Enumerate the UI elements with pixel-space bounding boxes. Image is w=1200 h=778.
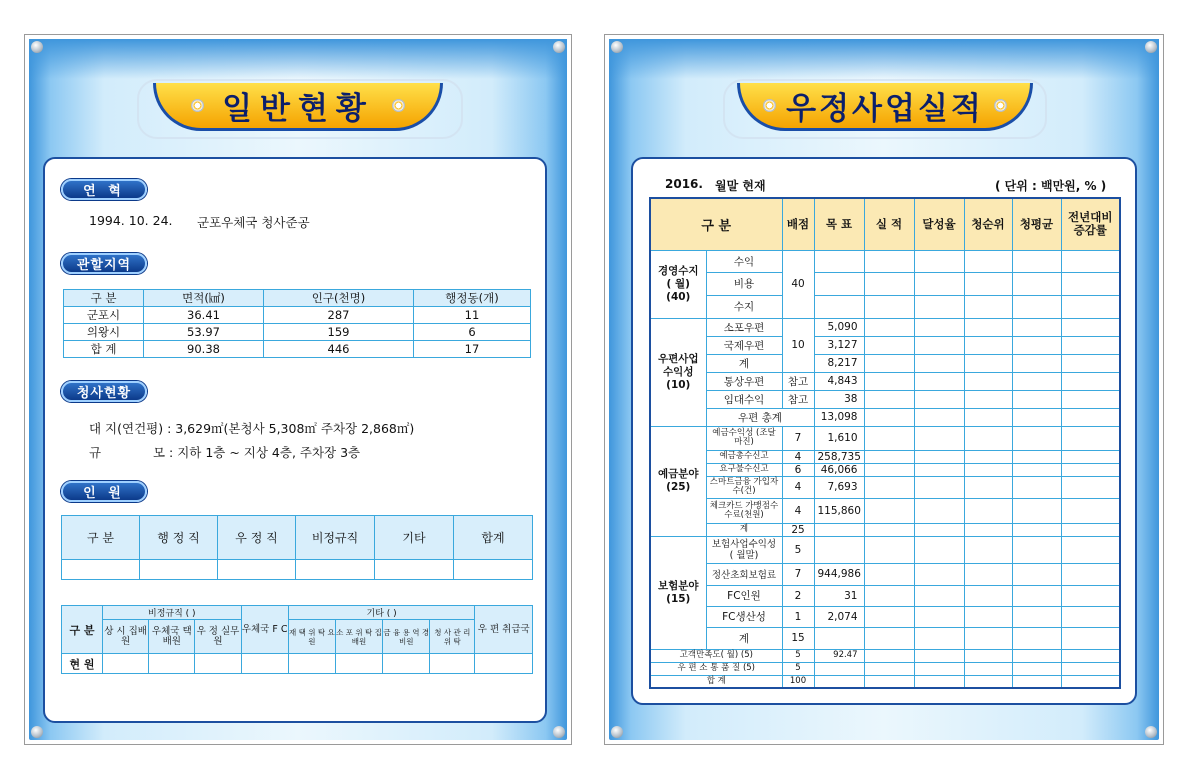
col-header: 구 분 xyxy=(650,198,782,250)
gem-icon xyxy=(191,99,204,112)
gem-icon xyxy=(392,99,405,112)
row-cell xyxy=(1012,426,1061,450)
col-header: 목 표 xyxy=(814,198,864,250)
row-cell xyxy=(914,450,964,463)
row-cell xyxy=(1012,523,1061,536)
row-cell xyxy=(1012,272,1061,295)
row-label: 합 계 xyxy=(650,675,782,688)
row-cell xyxy=(964,662,1012,675)
history-pill: 연 혁 xyxy=(61,179,147,200)
group-mgmt: 경영수지 ( 월) (40) xyxy=(650,250,706,318)
row-cell xyxy=(914,295,964,318)
area-header: 구 분 xyxy=(64,290,144,307)
row-cell xyxy=(1012,675,1061,688)
row-cell xyxy=(1061,675,1120,688)
row-target xyxy=(814,295,864,318)
row-target: 46,066 xyxy=(814,463,864,476)
row-weight: 6 xyxy=(782,463,814,476)
row-label: 요구불수신고 xyxy=(706,463,782,476)
row-label: 정산초회보험료 xyxy=(706,563,782,585)
row-label: 비용 xyxy=(706,272,782,295)
left-title-banner xyxy=(153,83,443,131)
area-cell: 36.41 xyxy=(144,307,264,324)
row-cell xyxy=(914,523,964,536)
group-postal: 우편사업 수익성 (10) xyxy=(650,318,706,426)
row-label: 소포우편 xyxy=(706,318,782,336)
row-cell xyxy=(864,318,914,336)
row-cell xyxy=(964,295,1012,318)
area-cell: 11 xyxy=(414,307,531,324)
row-label: 수익 xyxy=(706,250,782,272)
row-cell xyxy=(914,649,964,662)
row-label: 스마트금융 가입자수(건) xyxy=(706,476,782,498)
row-cell xyxy=(1061,250,1120,272)
area-cell: 6 xyxy=(414,324,531,341)
area-pill: 관할지역 xyxy=(61,253,147,274)
group-finance: 예금분야 (25) xyxy=(650,426,706,536)
row-target: 115,860 xyxy=(814,498,864,523)
row-cell xyxy=(964,675,1012,688)
history-date: 1994. 10. 24. xyxy=(89,213,173,228)
row-label: 수지 xyxy=(706,295,782,318)
area-cell: 17 xyxy=(414,341,531,358)
row-cell xyxy=(1061,450,1120,463)
row-cell xyxy=(1012,498,1061,523)
detail-sub: 소 포 위 탁 집배원 xyxy=(335,620,382,654)
group-insurance: 보험분야 (15) xyxy=(650,536,706,649)
report-year: 2016. xyxy=(665,177,703,191)
row-cell xyxy=(964,426,1012,450)
row-cell xyxy=(1012,606,1061,627)
row-cell xyxy=(964,450,1012,463)
row-cell xyxy=(1012,336,1061,354)
right-title: 우정사업실적 xyxy=(786,91,984,127)
row-target: 3,127 xyxy=(814,336,864,354)
row-weight: 2 xyxy=(782,585,814,606)
row-cell xyxy=(914,662,964,675)
row-target xyxy=(814,250,864,272)
row-label: 국제우편 xyxy=(706,336,782,354)
row-cell xyxy=(914,372,964,390)
building-pill: 청사현황 xyxy=(61,381,147,402)
row-cell xyxy=(1061,606,1120,627)
row-target: 258,735 xyxy=(814,450,864,463)
gem-icon xyxy=(994,99,1007,112)
col-header: 전년대비 증감률 xyxy=(1061,198,1120,250)
row-cell xyxy=(964,649,1012,662)
row-label: 보험사업수익성 ( 월말) xyxy=(706,536,782,563)
row-cell xyxy=(964,498,1012,523)
area-cell: 446 xyxy=(264,341,414,358)
row-label: 우편 총계 xyxy=(706,408,814,426)
row-cell xyxy=(914,498,964,523)
row-cell xyxy=(864,675,914,688)
row-label: FC생산성 xyxy=(706,606,782,627)
row-label: 임대수익 xyxy=(706,390,782,408)
row-cell xyxy=(1061,408,1120,426)
area-cell: 90.38 xyxy=(144,341,264,358)
row-cell xyxy=(1061,463,1120,476)
row-target: 1,610 xyxy=(814,426,864,450)
detail-cell xyxy=(335,654,382,674)
detail-cell xyxy=(430,654,475,674)
row-target xyxy=(814,627,864,649)
row-weight: 참고 xyxy=(782,372,814,390)
row-target: 5,090 xyxy=(814,318,864,336)
row-cell xyxy=(1061,523,1120,536)
row-cell xyxy=(1061,318,1120,336)
row-cell xyxy=(1012,585,1061,606)
detail-cell xyxy=(195,654,241,674)
detail-sub: 청 사 관 리 위 탁 xyxy=(430,620,475,654)
staff-cell xyxy=(454,560,533,580)
right-panel xyxy=(631,157,1137,705)
row-cell xyxy=(914,272,964,295)
row-cell xyxy=(1061,272,1120,295)
detail-cell xyxy=(383,654,430,674)
row-weight: 10 xyxy=(782,318,814,372)
row-target: 8,217 xyxy=(814,354,864,372)
bolt-icon xyxy=(611,41,623,53)
row-cell xyxy=(864,463,914,476)
row-cell xyxy=(864,272,914,295)
row-cell xyxy=(864,585,914,606)
row-target xyxy=(814,675,864,688)
bolt-icon xyxy=(1145,726,1157,738)
row-cell xyxy=(914,336,964,354)
detail-cell xyxy=(103,654,149,674)
detail-cell xyxy=(288,654,335,674)
row-cell xyxy=(964,606,1012,627)
row-cell xyxy=(964,563,1012,585)
bolt-icon xyxy=(31,726,43,738)
row-label: 예금총수신고 xyxy=(706,450,782,463)
gem-icon xyxy=(763,99,776,112)
row-weight: 4 xyxy=(782,476,814,498)
row-cell xyxy=(964,476,1012,498)
col-header: 실 적 xyxy=(864,198,914,250)
area-header: 인구(천명) xyxy=(264,290,414,307)
row-weight: 5 xyxy=(782,649,814,662)
detail-cell xyxy=(475,654,533,674)
row-cell xyxy=(1012,250,1061,272)
row-cell xyxy=(964,523,1012,536)
row-cell xyxy=(964,585,1012,606)
row-cell xyxy=(914,585,964,606)
row-target: 944,986 xyxy=(814,563,864,585)
row-cell xyxy=(964,250,1012,272)
row-weight: 5 xyxy=(782,536,814,563)
row-cell xyxy=(914,563,964,585)
row-label: 고객만족도( 월) (5) xyxy=(650,649,782,662)
row-label: 통상우편 xyxy=(706,372,782,390)
staff-header: 구 분 xyxy=(62,516,140,560)
row-target xyxy=(814,536,864,563)
row-cell xyxy=(1061,372,1120,390)
area-table xyxy=(63,289,531,358)
area-cell: 287 xyxy=(264,307,414,324)
row-cell xyxy=(964,318,1012,336)
detail-etc-header: 기타 ( ) xyxy=(288,606,475,620)
row-cell xyxy=(1012,627,1061,649)
row-cell xyxy=(914,463,964,476)
row-label: 계 xyxy=(706,627,782,649)
row-cell xyxy=(964,536,1012,563)
row-cell xyxy=(864,336,914,354)
row-cell xyxy=(1061,390,1120,408)
row-weight: 4 xyxy=(782,450,814,463)
bolt-icon xyxy=(1145,41,1157,53)
row-weight: 100 xyxy=(782,675,814,688)
row-cell xyxy=(864,627,914,649)
staff-detail-table xyxy=(61,605,533,674)
row-cell xyxy=(864,476,914,498)
staff-cell xyxy=(140,560,218,580)
area-cell: 의왕시 xyxy=(64,324,144,341)
row-cell xyxy=(864,426,914,450)
row-target: 4,843 xyxy=(814,372,864,390)
row-cell xyxy=(1061,354,1120,372)
row-cell xyxy=(964,390,1012,408)
bolt-icon xyxy=(553,41,565,53)
col-header: 달성율 xyxy=(914,198,964,250)
row-cell xyxy=(914,354,964,372)
row-cell xyxy=(964,354,1012,372)
bolt-icon xyxy=(553,726,565,738)
building-land: 대 지(연건평) : 3,629㎡(본청사 5,308㎡ 주차장 2,868㎡) xyxy=(89,421,415,436)
row-cell xyxy=(1061,563,1120,585)
row-weight: 7 xyxy=(782,563,814,585)
row-weight: 15 xyxy=(782,627,814,649)
staff-header: 합계 xyxy=(454,516,533,560)
right-title-banner xyxy=(737,83,1033,131)
row-target xyxy=(814,662,864,675)
detail-sub: 우체국 F C xyxy=(241,606,288,654)
row-cell xyxy=(1061,585,1120,606)
row-cell xyxy=(864,295,914,318)
bolt-icon xyxy=(31,41,43,53)
row-cell xyxy=(914,426,964,450)
area-cell: 159 xyxy=(264,324,414,341)
row-cell xyxy=(964,336,1012,354)
row-weight: 25 xyxy=(782,523,814,536)
staff-header: 비정규직 xyxy=(296,516,375,560)
detail-cell xyxy=(241,654,288,674)
row-cell xyxy=(964,627,1012,649)
row-cell xyxy=(964,272,1012,295)
row-cell xyxy=(1012,390,1061,408)
row-weight: 참고 xyxy=(782,390,814,408)
report-month: 월말 현재 xyxy=(715,179,766,193)
row-cell xyxy=(914,476,964,498)
row-cell xyxy=(1012,536,1061,563)
row-cell xyxy=(864,250,914,272)
row-cell xyxy=(1061,498,1120,523)
row-cell xyxy=(864,390,914,408)
row-label: 계 xyxy=(706,523,782,536)
row-target: 7,693 xyxy=(814,476,864,498)
row-cell xyxy=(1061,536,1120,563)
history-text: 군포우체국 청사준공 xyxy=(197,215,310,230)
area-cell: 53.97 xyxy=(144,324,264,341)
row-weight: 5 xyxy=(782,662,814,675)
row-label: 우 편 소 통 품 질 (5) xyxy=(650,662,782,675)
row-cell xyxy=(914,318,964,336)
performance-table xyxy=(649,197,1121,689)
row-cell xyxy=(1012,476,1061,498)
detail-cell xyxy=(149,654,195,674)
row-cell xyxy=(1061,627,1120,649)
row-target: 31 xyxy=(814,585,864,606)
bolt-icon xyxy=(611,726,623,738)
building-scale-b: 모 : 지하 1층 ~ 지상 4층, 주차장 3층 xyxy=(153,445,361,460)
staff-cell xyxy=(62,560,140,580)
staff-table xyxy=(61,515,533,580)
detail-sub: 우 정 실무원 xyxy=(195,620,241,654)
row-target xyxy=(814,272,864,295)
row-cell xyxy=(964,463,1012,476)
area-header: 행정동(개) xyxy=(414,290,531,307)
staff-header: 행 정 직 xyxy=(140,516,218,560)
col-header: 배점 xyxy=(782,198,814,250)
row-cell xyxy=(1012,463,1061,476)
area-header: 면적(㎢) xyxy=(144,290,264,307)
col-header: 청평균 xyxy=(1012,198,1061,250)
row-cell xyxy=(914,536,964,563)
row-cell xyxy=(1012,662,1061,675)
row-cell xyxy=(864,649,914,662)
row-cell xyxy=(1061,336,1120,354)
row-cell xyxy=(1012,318,1061,336)
row-cell xyxy=(864,523,914,536)
row-weight: 1 xyxy=(782,606,814,627)
detail-sub: 상 시 집배원 xyxy=(103,620,149,654)
detail-group-header: 구 분 xyxy=(62,606,103,654)
row-cell xyxy=(864,563,914,585)
right-board xyxy=(604,34,1164,745)
detail-sub: 우체국 택배원 xyxy=(149,620,195,654)
staff-header: 기타 xyxy=(375,516,454,560)
row-cell xyxy=(1061,295,1120,318)
detail-sub: 우 편 취급국 xyxy=(475,606,533,654)
left-panel xyxy=(43,157,547,723)
staff-pill: 인 원 xyxy=(61,481,147,502)
row-cell xyxy=(914,250,964,272)
row-weight: 40 xyxy=(782,250,814,318)
row-cell xyxy=(914,408,964,426)
detail-sub: 금 융 용 역 경비원 xyxy=(383,620,430,654)
detail-irregular-header: 비정규직 ( ) xyxy=(103,606,242,620)
row-cell xyxy=(964,408,1012,426)
row-weight: 4 xyxy=(782,498,814,523)
row-cell xyxy=(864,498,914,523)
row-cell xyxy=(1012,295,1061,318)
row-label: 체크카드 가맹점수수료(천원) xyxy=(706,498,782,523)
row-target: 2,074 xyxy=(814,606,864,627)
row-label: FC인원 xyxy=(706,585,782,606)
row-cell xyxy=(914,627,964,649)
left-board xyxy=(24,34,572,745)
row-target: 13,098 xyxy=(814,408,864,426)
row-cell xyxy=(1061,649,1120,662)
row-cell xyxy=(1061,662,1120,675)
row-cell xyxy=(1061,476,1120,498)
row-cell xyxy=(914,606,964,627)
staff-cell xyxy=(218,560,296,580)
row-cell xyxy=(964,372,1012,390)
building-scale-a: 규 xyxy=(89,445,102,460)
row-target: 38 xyxy=(814,390,864,408)
row-cell xyxy=(864,606,914,627)
col-header: 청순위 xyxy=(964,198,1012,250)
staff-header: 우 정 직 xyxy=(218,516,296,560)
row-cell xyxy=(1061,426,1120,450)
row-cell xyxy=(864,662,914,675)
row-weight: 7 xyxy=(782,426,814,450)
detail-sub: 재 택 위 탁 요 원 xyxy=(288,620,335,654)
staff-cell xyxy=(296,560,375,580)
detail-current: 현 원 xyxy=(62,654,103,674)
staff-cell xyxy=(375,560,454,580)
row-label: 예금수익성 (조달마진) xyxy=(706,426,782,450)
row-cell xyxy=(864,372,914,390)
row-cell xyxy=(1012,354,1061,372)
row-cell xyxy=(1012,372,1061,390)
row-cell xyxy=(1012,450,1061,463)
row-cell xyxy=(864,408,914,426)
area-cell: 군포시 xyxy=(64,307,144,324)
row-target xyxy=(814,523,864,536)
row-cell xyxy=(864,354,914,372)
row-cell xyxy=(1012,408,1061,426)
row-cell xyxy=(1012,563,1061,585)
row-label: 계 xyxy=(706,354,782,372)
report-unit: ( 단위 : 백만원, % ) xyxy=(995,179,1107,193)
row-cell xyxy=(914,390,964,408)
area-cell: 합 계 xyxy=(64,341,144,358)
row-cell xyxy=(864,536,914,563)
left-title: 일반현황 xyxy=(222,91,374,127)
row-target: 92.47 xyxy=(814,649,864,662)
row-cell xyxy=(864,450,914,463)
row-cell xyxy=(914,675,964,688)
row-cell xyxy=(1012,649,1061,662)
